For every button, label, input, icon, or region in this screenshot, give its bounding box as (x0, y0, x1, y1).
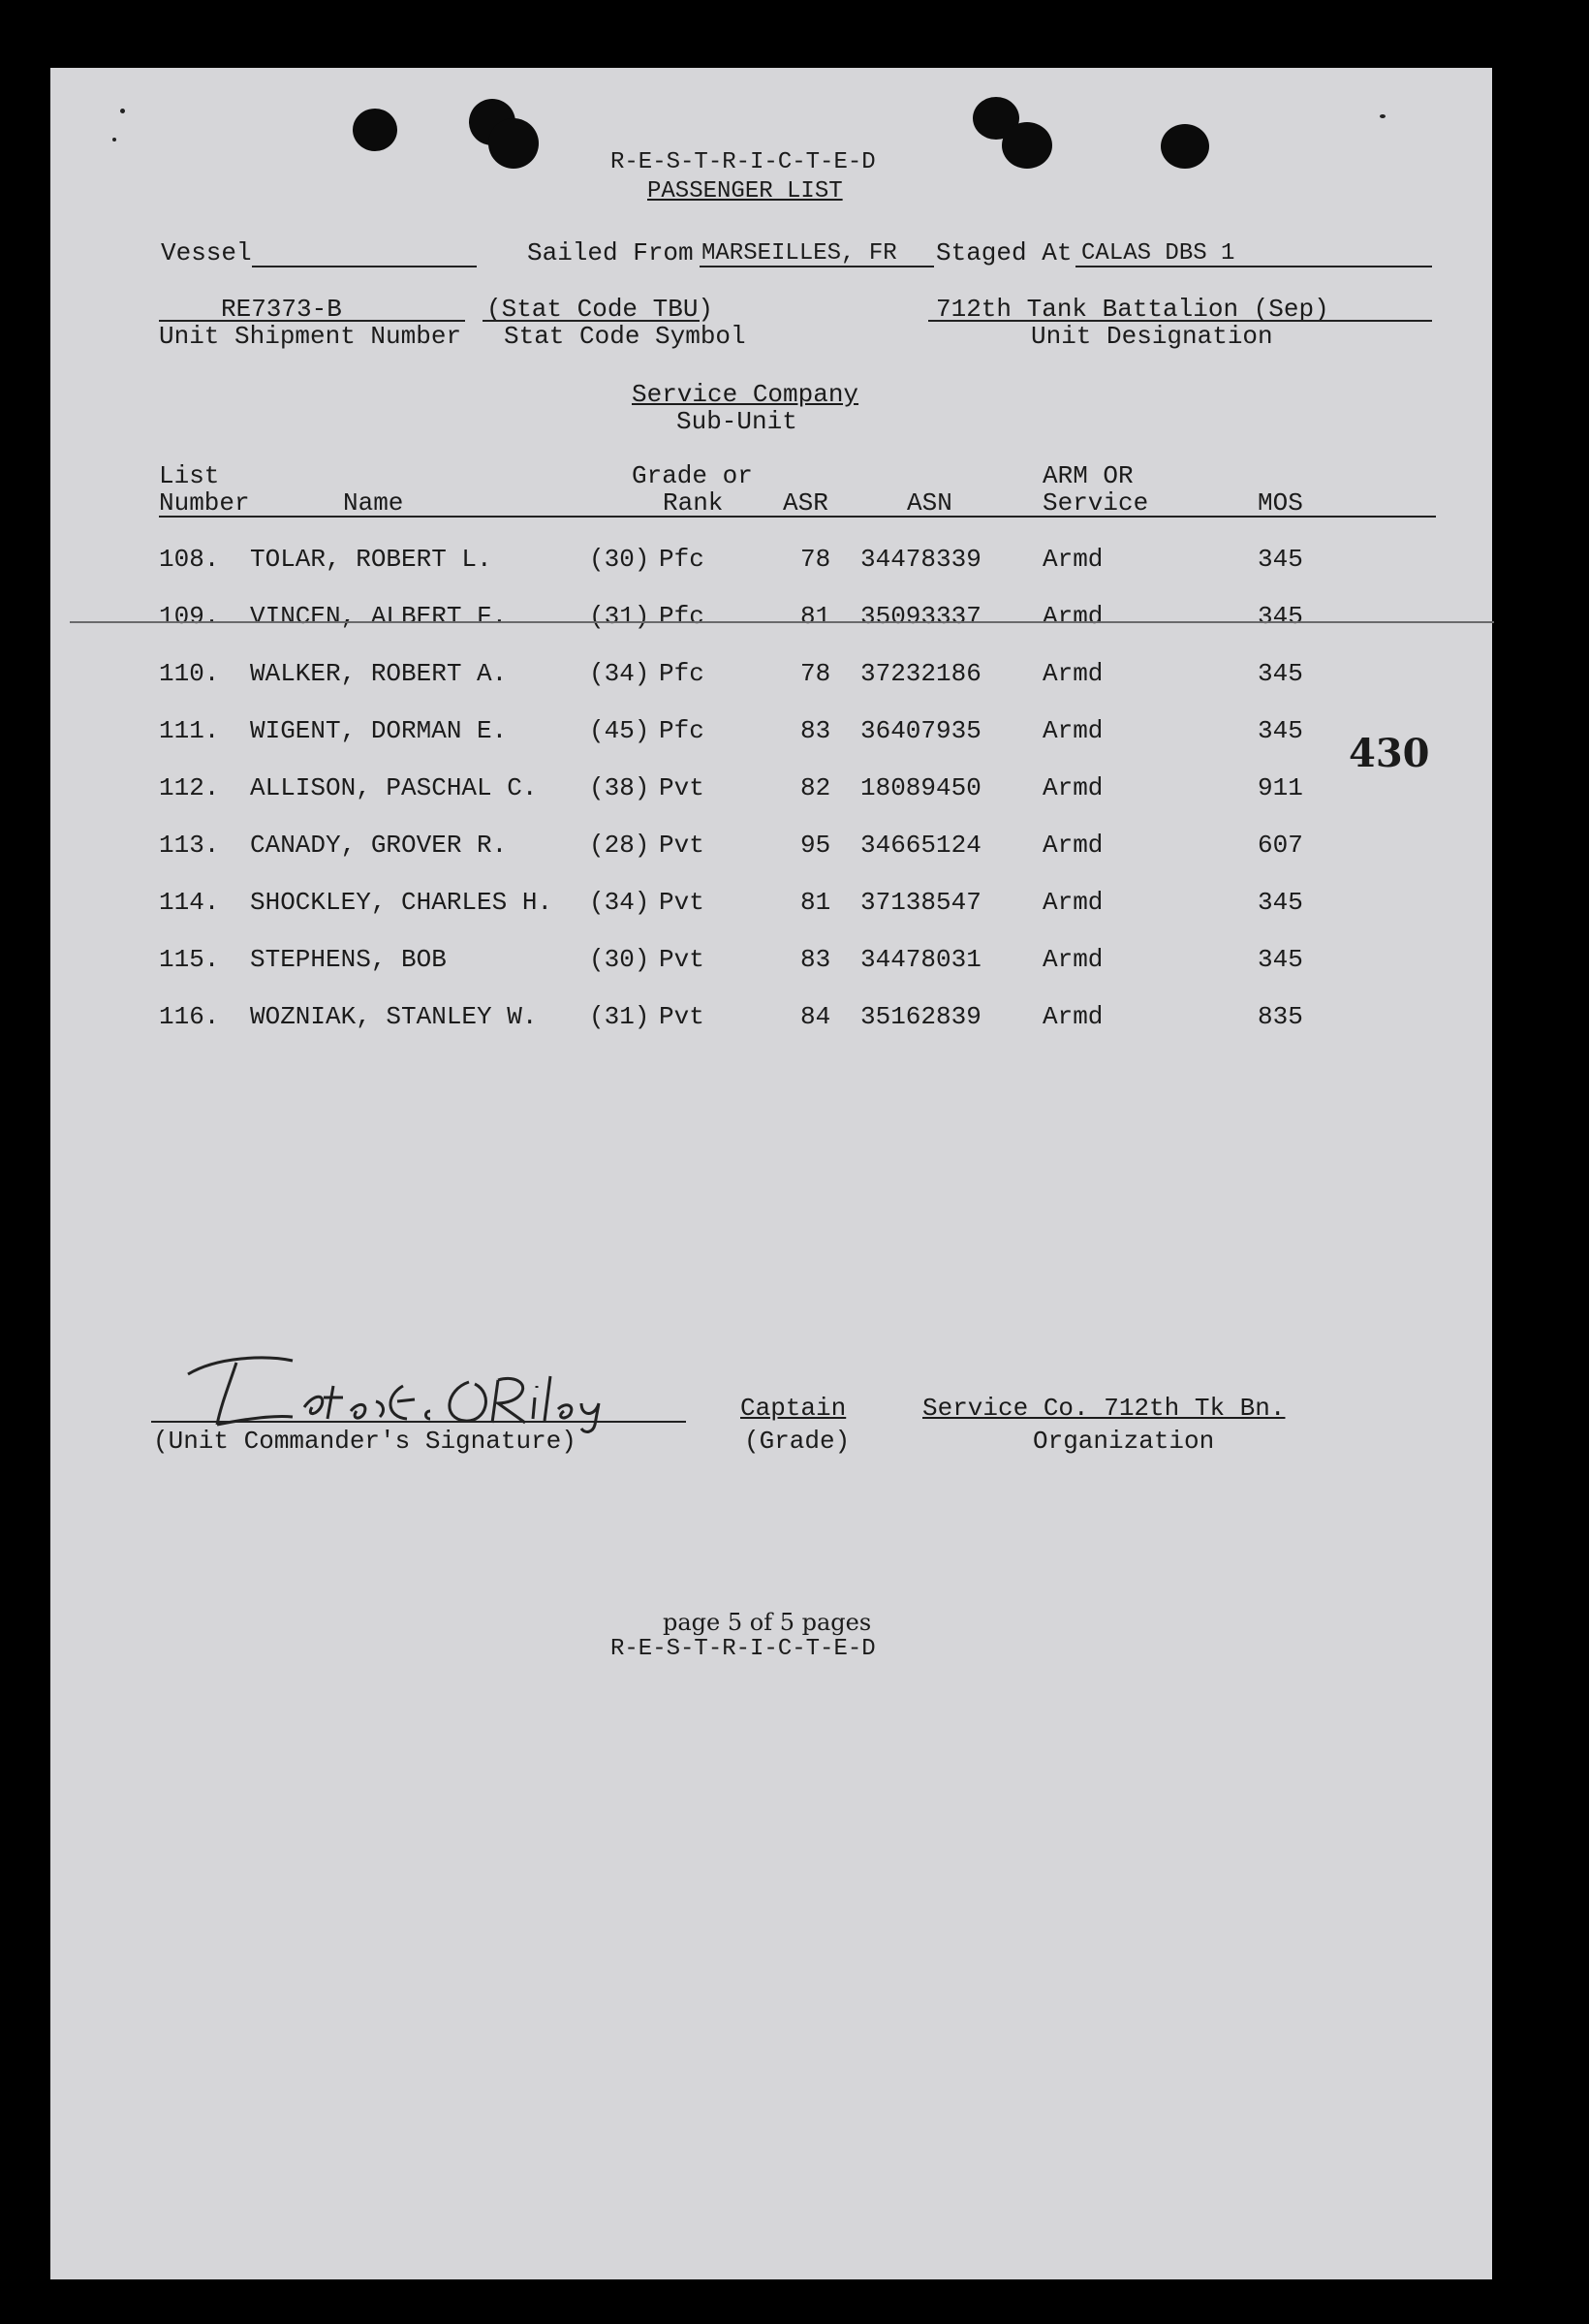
vessel-blank (252, 266, 477, 267)
stamp-number: 430 (1349, 731, 1430, 776)
svg-text:Lester E. O'Riley: Lester E. O'Riley (178, 1347, 189, 1348)
organization-label: Organization (1033, 1427, 1215, 1456)
restricted-header: R-E-S-T-R-I-C-T-E-D (610, 149, 876, 175)
document-page: R-E-S-T-R-I-C-T-E-D PASSENGER LIST Vessel Sailed From MARSEILLES, FR Staged At CALAS DBS 1 RE7373-B Unit Shipment Number (Stat Code TBU) Stat Code Symbol 712th Tank Battalion (Sep) Unit Designation Service Company Sub-Unit List Number Name Grade or Rank ASR ASN ARM OR Service MOS 108. TOLAR, ROBERT L. (30) Pfc 78 34478339 Armd 345 109. VINCEN, ALBERT F. (31) Pfc 81 35093337 Armd 345 110. WALKER, ROBERT A. (34) Pfc 78 37232186 Armd 345 111. WIGENT, DORMAN E. (45) Pfc 83 36407935 Armd 345 112. ALLISON, PASCHAL C. (38) Pvt 82 18089450 Armd 911 113. CANADY, GROVER R. (28) Pvt 95 34665124 Armd 607 114. SHOCKLEY, CHARLES H. (34) Pvt 81 37138547 Armd 345 115. STEPHENS, BOB (30) Pvt 83 34478031 Armd 345 116. WOZNIAK, STANLEY W. (31) Pvt 84 35162839 Armd 835 430 Lester E. O'Riley (Unit Commander's Signature) Captain (Grade) Service Co. 712th Tk Bn. Organization page 5 of 5 pages R-E-S-T-R-I-C-T-E-D (50, 68, 1492, 2279)
stat-code: (Stat Code TBU) (486, 295, 714, 324)
col-asr: ASR (783, 488, 828, 518)
sub-unit: Service Company (632, 380, 859, 409)
table-row: 116. WOZNIAK, STANLEY W. (31) Pvt 84 35162839 Armd 835 (159, 1002, 1303, 1031)
unit-designation: 712th Tank Battalion (Sep) (936, 295, 1329, 324)
sailed-from-label: Sailed From (527, 238, 694, 267)
header-rule (159, 516, 1436, 518)
staged-at-value: CALAS DBS 1 (1081, 240, 1235, 267)
table-row: 113. CANADY, GROVER R. (28) Pvt 95 34665124 Armd 607 (159, 831, 1303, 860)
col-mos: MOS (1258, 488, 1303, 518)
staged-at-label: Staged At (936, 238, 1073, 267)
punch-hole (1002, 122, 1052, 169)
table-row: 112. ALLISON, PASCHAL C. (38) Pvt 82 18089450 Armd 911 (159, 773, 1303, 802)
table-row: 109. VINCEN, ALBERT F. (31) Pfc 81 35093337 Armd 345 (159, 602, 1303, 631)
table-row: 108. TOLAR, ROBERT L. (30) Pfc 78 34478339 Armd 345 (159, 545, 1303, 574)
signature-label: (Unit Commander's Signature) (153, 1427, 576, 1456)
organization: Service Co. 712th Tk Bn. (922, 1394, 1286, 1423)
col-grade: Grade or (632, 461, 753, 490)
unit-shipment-number-label: Unit Shipment Number (159, 322, 462, 351)
commander-grade: Captain (740, 1394, 847, 1423)
stat-code-label: Stat Code Symbol (504, 322, 746, 351)
restricted-footer: R-E-S-T-R-I-C-T-E-D (610, 1636, 876, 1662)
col-arm-or-service: ARM OR (1043, 461, 1134, 490)
unit-shipment-number: RE7373-B (221, 295, 342, 324)
table-row: 110. WALKER, ROBERT A. (34) Pfc 78 37232186 Armd 345 (159, 659, 1303, 688)
col-asn: ASN (907, 488, 952, 518)
sailed-from-value: MARSEILLES, FR (701, 240, 897, 267)
table-row: 115. STEPHENS, BOB (30) Pvt 83 34478031 Armd 345 (159, 945, 1303, 974)
vessel-label: Vessel (161, 238, 252, 267)
col-list-number: List (159, 461, 220, 490)
punch-hole (488, 118, 539, 169)
document-title: PASSENGER LIST (647, 178, 843, 204)
unit-designation-label: Unit Designation (1031, 322, 1273, 351)
sub-unit-label: Sub-Unit (676, 407, 797, 436)
punch-hole (1161, 124, 1209, 169)
col-name: Name (343, 488, 404, 518)
grade-label: (Grade) (744, 1427, 851, 1456)
page-number: page 5 of 5 pages (663, 1609, 872, 1636)
table-row: 114. SHOCKLEY, CHARLES H. (34) Pvt 81 37138547 Armd 345 (159, 888, 1303, 917)
table-row: 111. WIGENT, DORMAN E. (45) Pfc 83 36407935 Armd 345 (159, 716, 1303, 745)
punch-hole (353, 109, 397, 151)
strike-line (70, 621, 1494, 623)
